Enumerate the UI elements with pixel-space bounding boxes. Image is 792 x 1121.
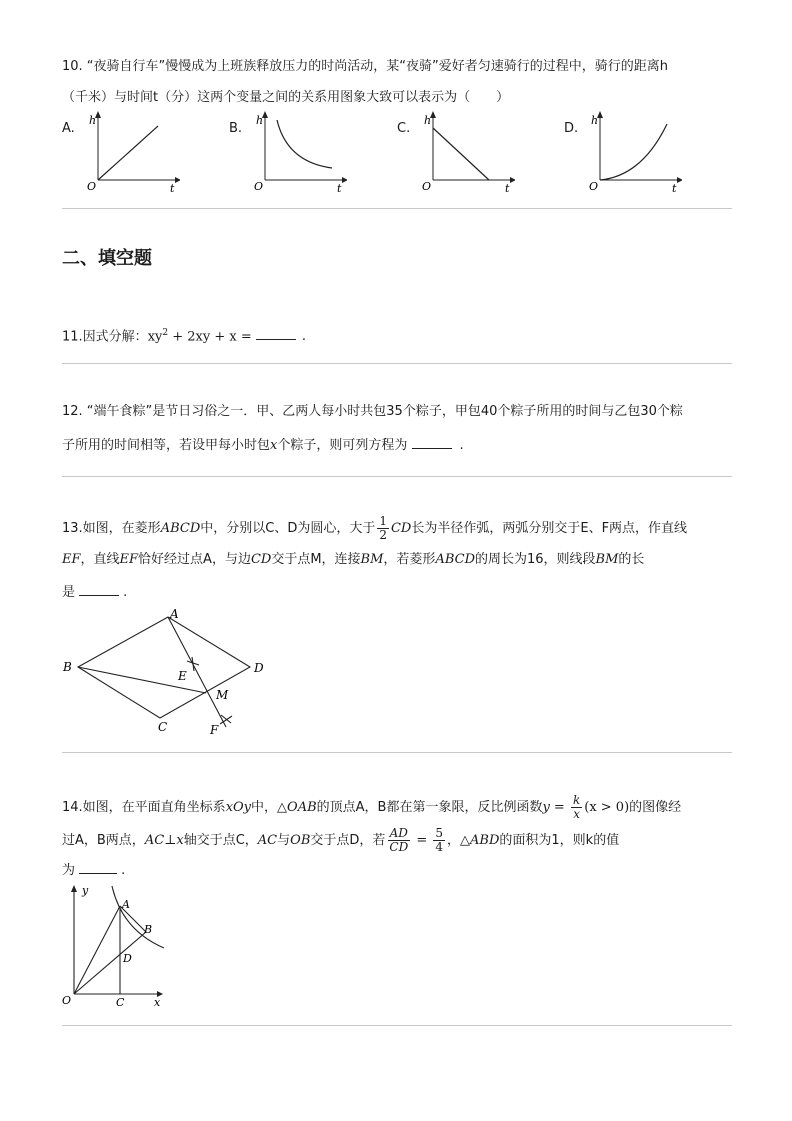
origin-label: O [422,180,432,193]
q14-math: = [412,833,432,848]
origin-label: O [254,180,264,193]
origin-label: O [87,180,97,193]
q14-stem-line1 [62,794,681,821]
axis-x-label: x [154,996,161,1007]
axis-t-label: t [337,182,342,195]
q14-text: 中，△ [251,800,288,815]
q13-math: ABCD [435,552,475,567]
point-d-label: D [123,952,132,965]
divider [62,208,732,209]
q11-stem [62,324,306,346]
q14-math: OB [290,833,311,848]
axis-t-label: t [505,182,510,195]
q13-stem-line1 [62,515,687,542]
option-a-graph [80,110,180,195]
fraction-denominator: 4 [435,840,444,854]
q14-function-fraction [571,794,582,821]
section-title: 二、填空题 [62,248,152,269]
q13-text: ，直线 [80,552,120,567]
fraction-denominator: CD [389,840,409,854]
q13-text: 中，分别以C、D为圆心，大于 [200,521,376,536]
q13-math: CD [250,552,272,567]
q13-stem-line2 [62,551,644,569]
q14-stem-line3 [62,860,125,880]
q13-period: . [123,585,128,600]
q14-math: AC [257,833,278,848]
q14-text: 交于点D，若 [310,833,386,848]
q14-math: xOy [225,800,252,815]
coordinate-figure [60,882,175,1007]
q14-math: AC⊥x [144,833,184,848]
point-d-label: D [254,661,264,675]
q11-expr-b: + 2xy + x = [168,329,256,345]
q13-math: BM [360,552,384,567]
q14-math: OAB [287,800,317,815]
q13-text: 的长 [618,552,645,567]
q14-text: 的顶点A，B都在第一象限，反比例函数 [316,800,543,815]
q14-text: 14.如图，在平面直角坐标系 [62,800,226,815]
q14-math: y = [542,800,569,815]
axis-t-label: t [170,182,175,195]
q12-text-b: 个粽子，则可列方程为 [277,438,408,453]
point-a-label: A [122,898,130,911]
q13-text: 13.如图，在菱形 [62,521,161,536]
point-c-label: C [158,720,168,734]
q12-period: . [459,438,464,453]
q14-math: ABD [470,833,500,848]
q14-stem-line2 [62,827,619,854]
q13-text: 长为半径作弧，两弧分别交于E、F两点，作直线 [411,521,688,536]
q12-text-a: 子所用的时间相等，若设甲每小时包 [62,438,271,453]
q11-answer-blank[interactable] [256,326,296,340]
q13-text: ，若菱形 [383,552,436,567]
q14-text: 为 [62,863,76,878]
axis-h-label: h [89,114,97,127]
q11-exponent: 2 [162,328,169,338]
origin-label: O [589,180,599,193]
q14-text: 的图像经 [629,800,682,815]
fraction-denominator: x [573,807,580,821]
option-b-label: B. [229,121,243,136]
q10-stem-line1: 10. “夜骑自行车”慢慢成为上班族释放压力的时尚活动，某“夜骑”爱好者匀速骑行的过程中，骑行的距离h [62,59,668,74]
axis-t-label: t [672,182,677,195]
option-c-label: C. [397,121,411,136]
q14-text: ，△ [447,833,471,848]
q13-math: EF [119,552,139,567]
rhombus-figure [60,605,280,740]
fraction-numerator: AD [389,826,408,840]
q13-math: EF [62,552,81,567]
point-a-label: A [170,607,179,621]
option-d-label: D. [564,121,579,136]
point-b-label: B [144,923,153,936]
q12-var: x [270,438,278,453]
point-c-label: C [116,996,125,1007]
q13-math: CD [390,521,412,536]
axis-y-label: y [82,884,89,897]
point-m-label: M [216,688,229,702]
point-f-label: F [210,723,219,737]
fraction-numerator: 1 [379,514,387,528]
axis-h-label: h [256,114,264,127]
option-c-graph [415,110,515,195]
q10-stem-line2: （千米）与时间t（分）这两个变量之间的关系用图象大致可以表示为（ ） [62,90,510,105]
divider [62,752,732,753]
q13-text: 是 [62,585,76,600]
q14-text: 的面积为1，则k的值 [499,833,620,848]
divider [62,1025,732,1026]
option-b-graph [247,110,347,195]
q13-answer-blank[interactable] [79,582,119,596]
q12-answer-blank[interactable] [412,435,452,449]
q13-math: BM [595,552,619,567]
divider [62,363,732,364]
point-b-label: B [63,660,72,674]
q11-expr-a: xy [147,329,163,345]
q13-text: 恰好经过点A，与边 [138,552,251,567]
q13-text: 的周长为16，则线段 [475,552,596,567]
divider [62,476,732,477]
q13-half-fraction [377,515,389,542]
q14-math: (x > 0) [584,800,630,815]
q11-prefix: 11.因式分解： [62,329,148,345]
q13-math: ABCD [160,521,201,536]
q11-period: . [301,329,306,345]
fraction-numerator: k [572,793,581,807]
point-e-label: E [178,669,187,683]
q12-stem-line1: 12. “端午食粽”是节日习俗之一．甲、乙两人每小时共包35个粽子，甲包40个粽子所用的时间与乙包30个粽 [62,404,683,419]
q13-text: 交于点M，连接 [271,552,361,567]
option-a-label: A. [62,121,75,136]
q14-text: 轴交于点C， [183,833,258,848]
q14-answer-blank[interactable] [79,860,117,874]
fraction-numerator: 5 [435,826,444,840]
q12-stem-line2 [62,435,464,455]
axis-h-label: h [424,114,432,127]
origin-label: O [62,994,72,1007]
option-d-graph [582,110,682,195]
q14-text: 与 [277,833,291,848]
fraction-denominator: 2 [379,528,387,542]
q14-ratio-fraction-left [387,827,410,854]
axis-h-label: h [591,114,599,127]
q14-text: 过A，B两点， [62,833,145,848]
q14-ratio-fraction-right [433,827,445,854]
q14-period: . [121,863,126,878]
q13-stem-line3 [62,582,127,602]
